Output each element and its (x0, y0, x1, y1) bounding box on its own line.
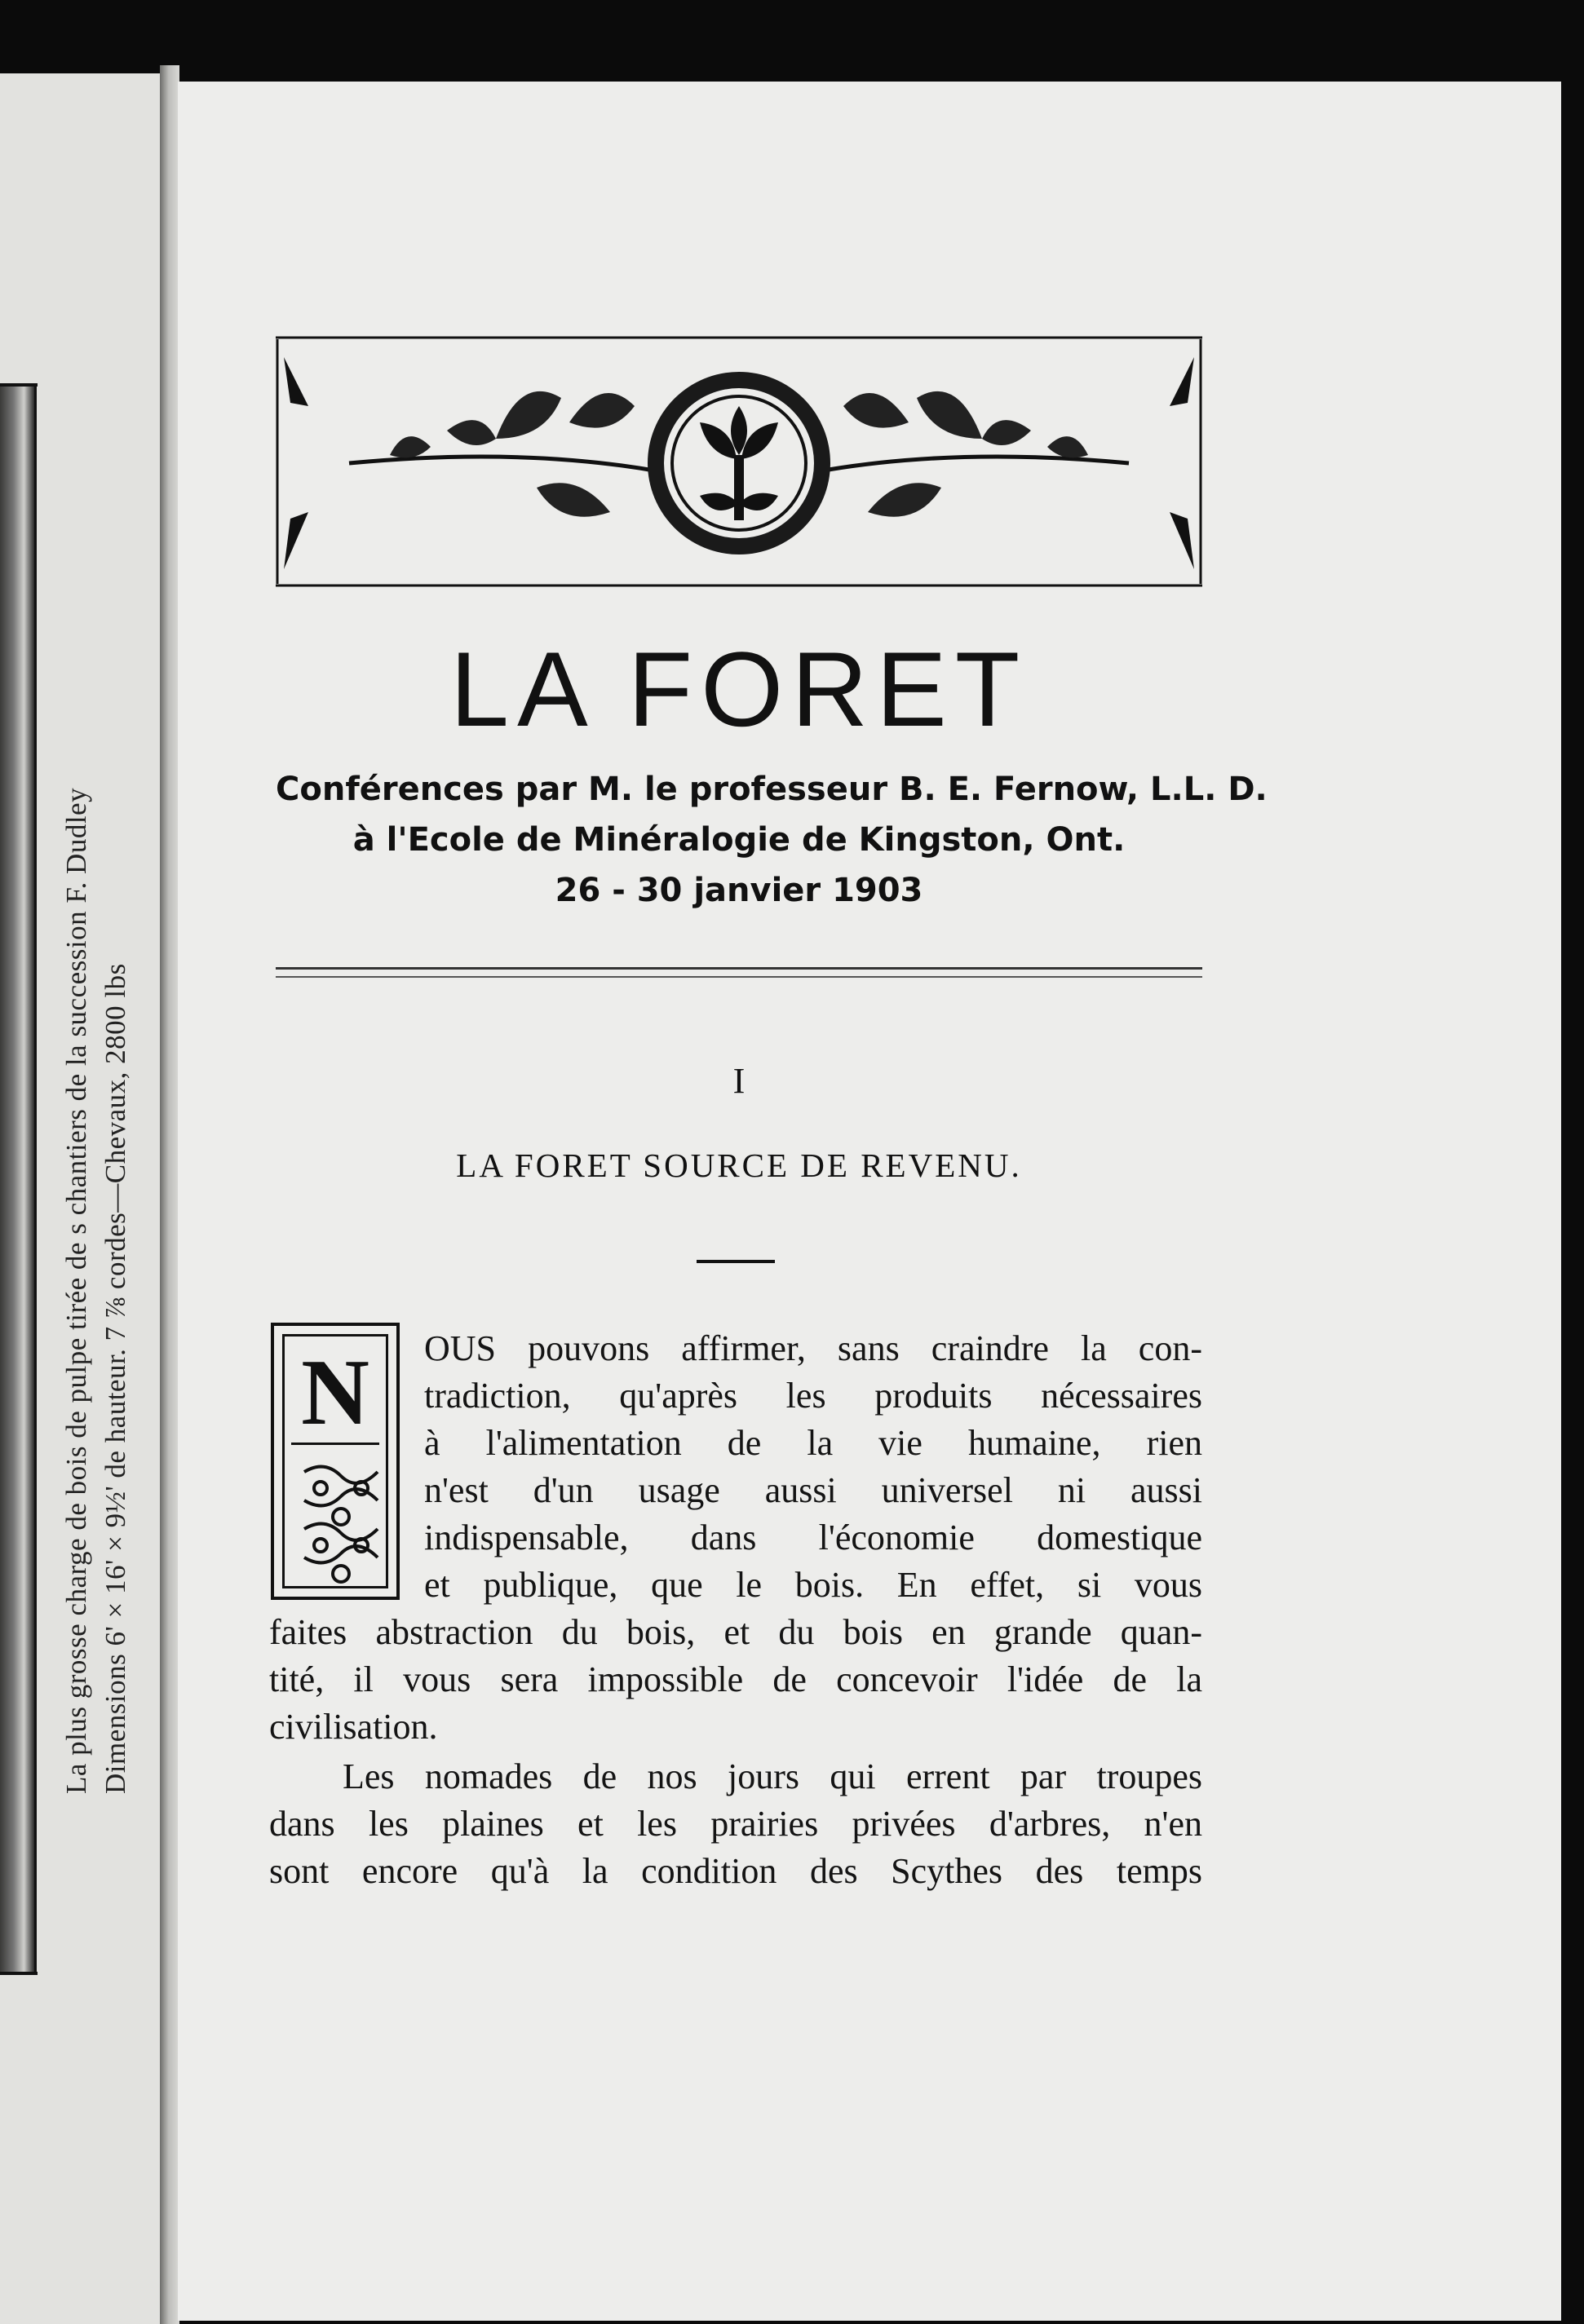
ornamental-dropcap (271, 1323, 400, 1600)
body-line: et publique, que le bois. En effet, si vous (424, 1565, 1202, 1605)
dropcap-frame (282, 1334, 388, 1588)
subtitle-lecturer: Conférences par M. le professeur B. E. Fernow, L.L. D. (276, 771, 1268, 808)
body-line: n'est d'un usage aussi universel ni aussi (424, 1470, 1202, 1510)
body-line: Les nomades de nos jours qui errent par troupes (343, 1756, 1202, 1796)
page-edge-shadow (1561, 82, 1584, 2321)
body-line: OUS pouvons affirmer, sans craindre la con- (424, 1328, 1202, 1368)
caption-line-2: Dimensions 6' × 16' × 9½' de hauteur. 7 ⅞ cordes—Chevaux, 2800 lbs (100, 963, 131, 1794)
caption-line-1: La plus grosse charge de bois de pulpe tirée de s chantiers de la succession F. Dudley (60, 787, 92, 1794)
dropcap-separator (291, 1443, 379, 1445)
book-gutter (160, 65, 179, 2324)
body-line: à l'alimentation de la vie humaine, rien (424, 1423, 1202, 1463)
subtitle-date: 26 - 30 janvier 1903 (555, 872, 923, 909)
body-line: faites abstraction du bois, et du bois en grande quan- (269, 1612, 1202, 1652)
book-title: LA FORET (449, 630, 1029, 749)
subtitle-school: à l'Ecole de Minéralogie de Kingston, Ont. (352, 821, 1126, 859)
divider-rule (276, 967, 1202, 970)
photo-caption (57, 408, 139, 1794)
body-line: civilisation. (269, 1707, 438, 1747)
divider-rule-thin (276, 976, 1202, 978)
floral-pattern-icon (296, 1456, 386, 1589)
photo-fragment (0, 383, 37, 1973)
body-line: tité, il vous sera impossible de concevoir l'idée de la (269, 1659, 1202, 1699)
chapter-number: I (732, 1061, 746, 1101)
body-line: dans les plaines et les prairies privées d'arbres, n'en (269, 1804, 1202, 1844)
dropcap-letter: N (301, 1341, 369, 1445)
floral-ornament-header (276, 333, 1202, 590)
body-line: sont encore qu'à la condition des Scythes des temps (269, 1851, 1202, 1891)
body-line: indispensable, dans l'économie domestique (424, 1518, 1202, 1557)
body-line: tradiction, qu'après les produits nécessaires (424, 1376, 1202, 1416)
chapter-title: LA FORET SOURCE DE REVENU. (456, 1147, 1022, 1184)
photo-border-top (0, 383, 38, 387)
photo-border-bottom (0, 1972, 38, 1975)
short-divider (697, 1260, 775, 1263)
